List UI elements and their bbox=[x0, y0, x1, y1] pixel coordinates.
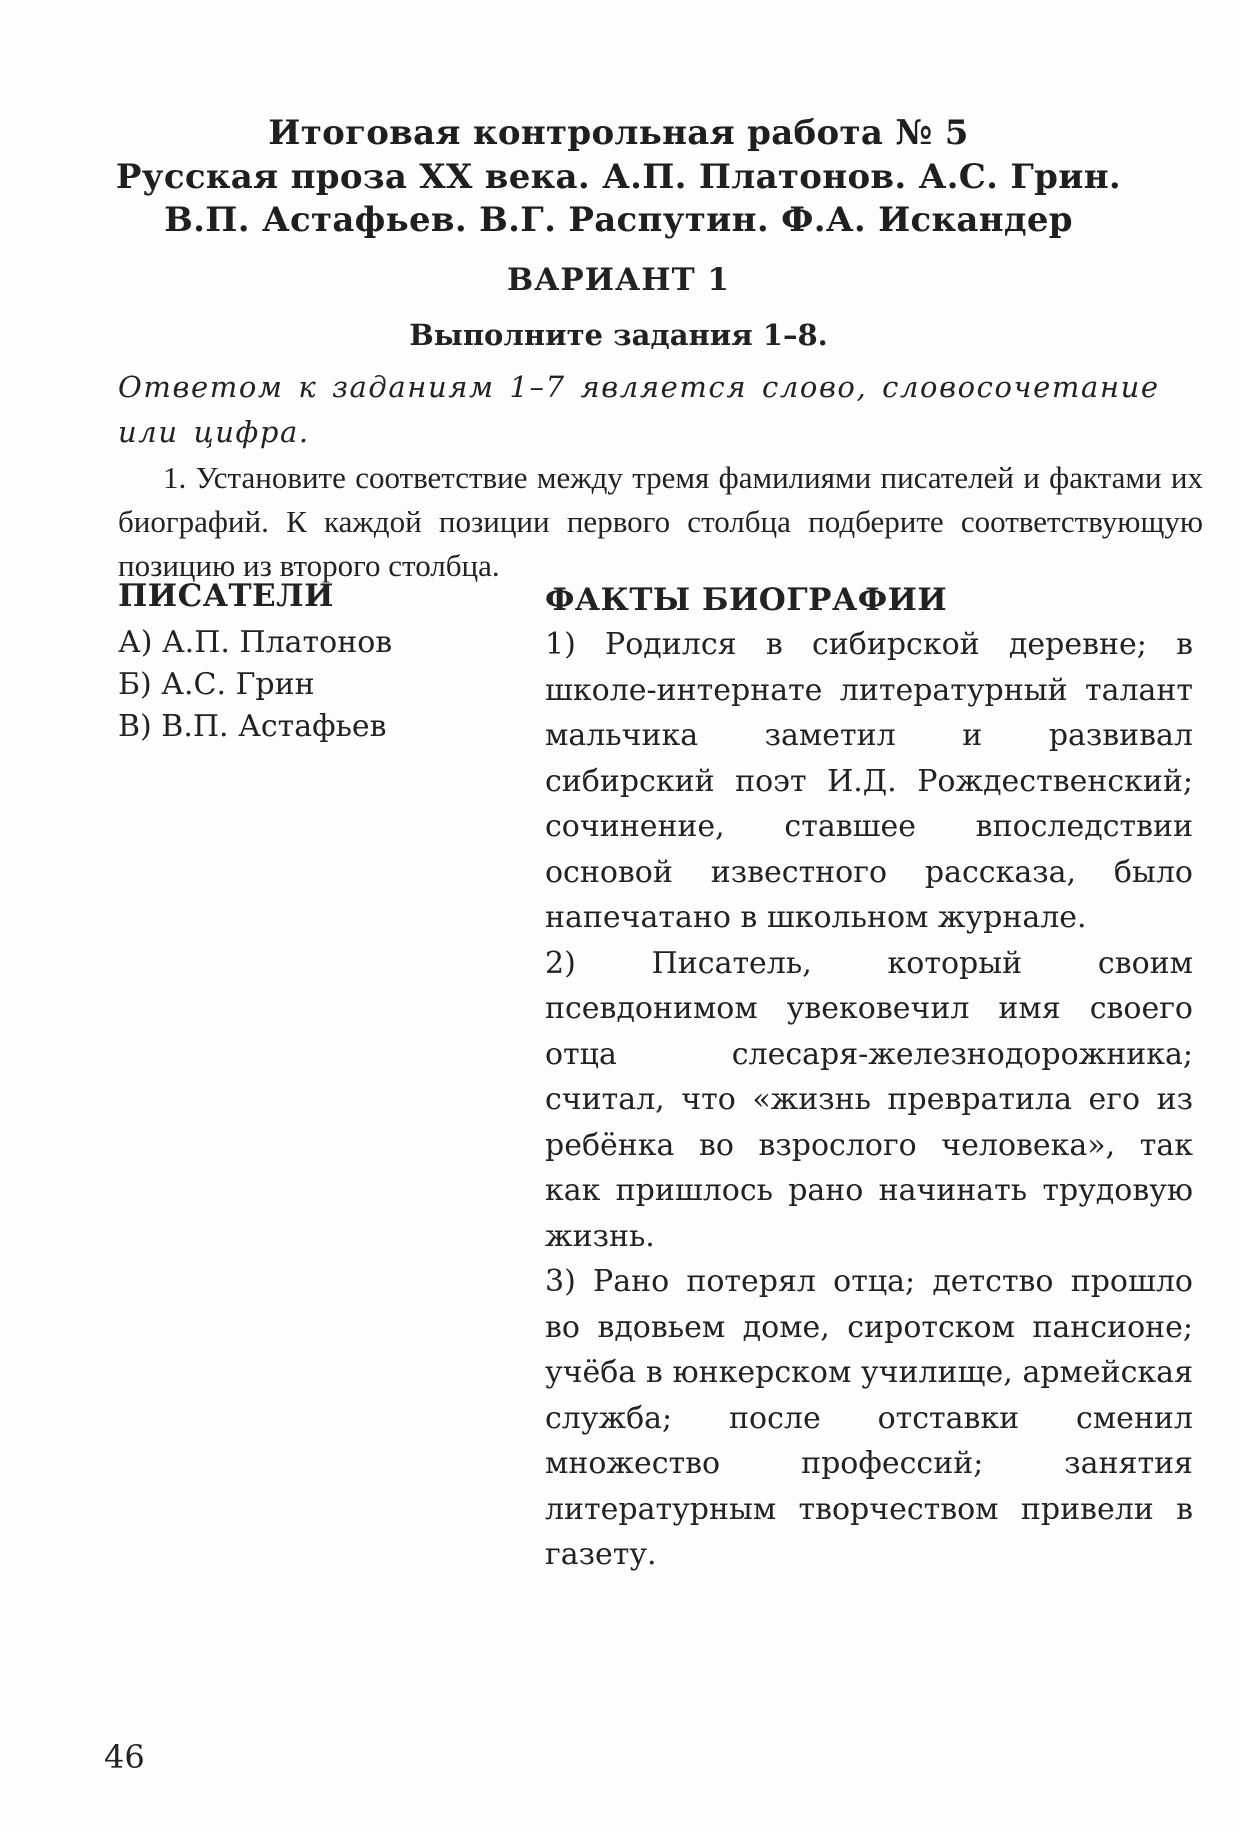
fact-2: 2) Писатель, который своим псевдонимом увековечил имя своего отца слесаря-железнодорожника; считал, что «жизнь превратила его из ребёнка во взрослого человека», так как пришлось рано начинать трудовую жизнь. bbox=[545, 945, 1193, 1254]
fact-1: 1) Родился в сибирской деревне; в школе-интернате литературный талант мальчика заметил и развивал сибирский поэт И.Д. Рождественский; сочинение, ставшее впоследствии основой известного рассказа, было напечатано в школьном журнале. bbox=[545, 627, 1193, 935]
page-title: Итоговая контрольная работа № 5 bbox=[268, 113, 969, 153]
writer-b: Б) А.С. Грин bbox=[118, 667, 315, 702]
page-subtitle-2: В.П. Астафьев. В.Г. Распутин. Ф.А. Искандер bbox=[164, 200, 1073, 240]
writer-a: А) А.П. Платонов bbox=[118, 625, 393, 660]
task-1-text: 1. Установите соответствие между тремя фамилиями писателей и фактами их биографий. К каждой позиции первого столбца подберите соответствующую позицию из второго столбца. bbox=[118, 460, 1203, 583]
page-number: 46 bbox=[104, 1738, 145, 1776]
fact-3: 3) Рано потерял отца; детство прошло во вдовьем доме, сиротском пансионе; учёба в юнкерском училище, армейская служба; после отставки сменил множество профессий; занятия литературным творчеством привели в газету. bbox=[545, 1264, 1193, 1572]
writers-column-header: ПИСАТЕЛИ bbox=[118, 578, 334, 614]
facts-list bbox=[545, 622, 1193, 1578]
instructions-heading: Выполните задания 1–8. bbox=[409, 318, 828, 352]
facts-column-header: ФАКТЫ БИОГРАФИИ bbox=[545, 582, 948, 618]
variant-heading: ВАРИАНТ 1 bbox=[506, 262, 731, 298]
answer-instructions: Ответом к заданиям 1–7 является слово, словосочетание или цифра. bbox=[118, 370, 1160, 449]
writer-c: В) В.П. Астафьев bbox=[118, 709, 387, 744]
page-subtitle-1: Русская проза XX века. А.П. Платонов. А.С. Грин. bbox=[115, 157, 1122, 197]
